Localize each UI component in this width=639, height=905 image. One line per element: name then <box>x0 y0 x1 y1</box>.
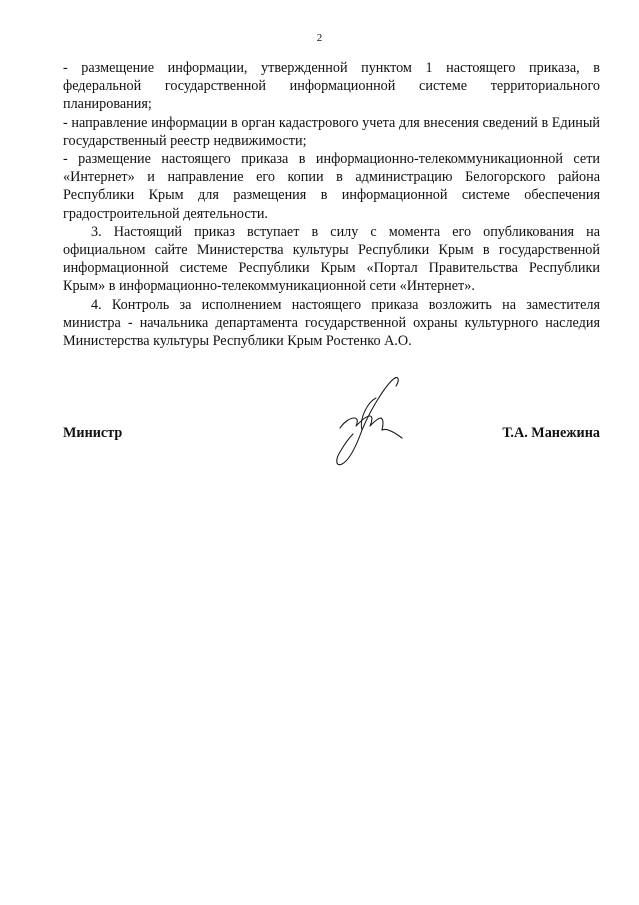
paragraph-control-clause: 4. Контроль за исполнением настоящего приказа возложить на заместителя министра - начальника департамента государственной охраны культурного наследия Министерства культуры Республики Крым Ростенко А.О. <box>63 296 600 350</box>
handwritten-signature <box>332 372 412 472</box>
paragraph-internet-placement: - размещение настоящего приказа в информационно-телекоммуникационной сети «Интернет» и направление его копии в администрацию Белогорского района Республики Крым для размещения в информационной системе обеспечения градостроительной деятельности. <box>63 151 600 222</box>
document-body <box>63 59 600 350</box>
page-number: 2 <box>316 32 323 44</box>
signatory-name: Т.А. Манежина <box>502 425 600 441</box>
signatory-title: Министр <box>63 425 123 441</box>
paragraph-effective-date: 3. Настоящий приказ вступает в силу с момента его опубликования на официальном сайте Министерства культуры Республики Крым в государственной информационной системе Республики Крым «Портал Правительства Республики Крым» в информационно-телекоммуникационной сети «Интернет». <box>63 223 600 295</box>
paragraph-cadastral-registry: - направление информации в орган кадастрового учета для внесения сведений в Единый государственный реестр недвижимости; <box>63 114 600 149</box>
paragraph-gisp-placement: - размещение информации, утвержденной пунктом 1 настоящего приказа, в федеральной государственной информационной системе территориального планирования; <box>63 60 600 113</box>
